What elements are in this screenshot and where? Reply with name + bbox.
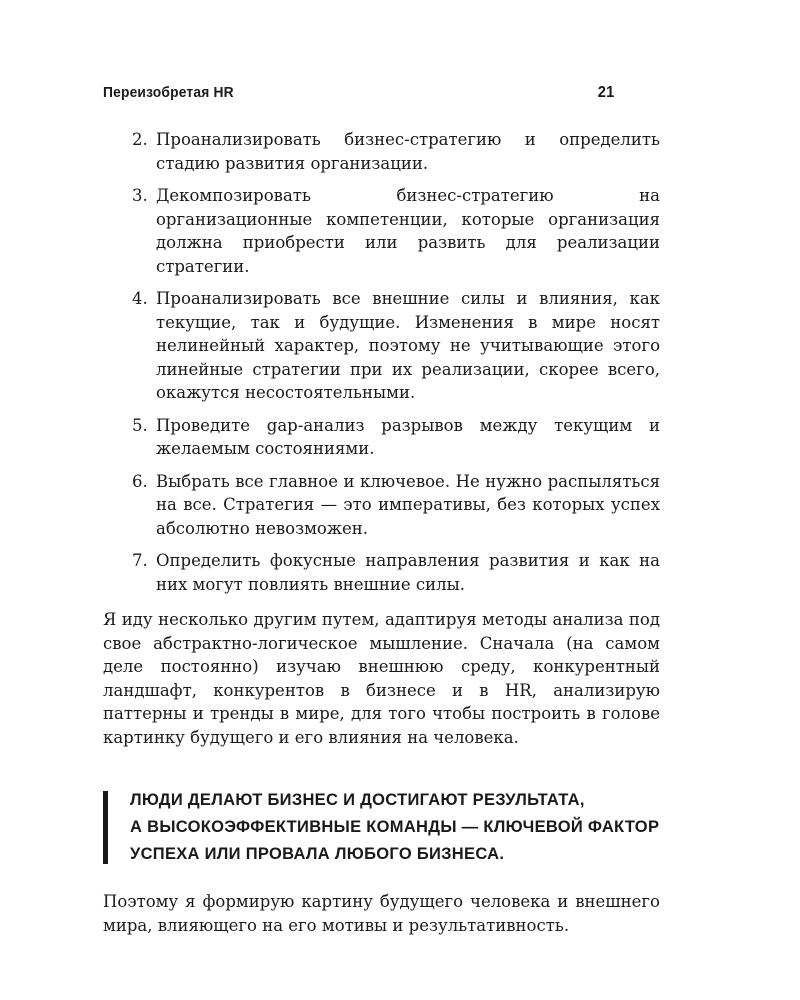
list-item-text: Декомпозировать бизнес-стратегию на организационные компетенции, которые организация должна приобрести или развить для реализации стратегии.: [156, 186, 660, 276]
running-header: [103, 84, 615, 102]
list-item-text: Проанализировать все внешние силы и влияния, как текущие, так и будущие. Изменения в мире носят нелинейный характер, поэтому не учитывающие этого линейные стратегии при их реализации, скорее всего, окажутся несостоятельными.: [156, 289, 660, 402]
list-item-number: 6.: [132, 471, 148, 491]
list-item-text: Выбрать все главное и ключевое. Не нужно распыляться на все. Стратегия — это императивы, без которых успех абсолютно невозможен.: [156, 471, 660, 538]
list-item: [103, 287, 660, 405]
list-item-number: 5.: [132, 415, 148, 435]
list-item-text: Определить фокусные направления развития и как на них могут повлиять внешние силы.: [156, 551, 660, 594]
pull-quote-bar: [103, 791, 108, 864]
body-paragraph: Я иду несколько другим путем, адаптируя методы анализа под свое абстрактно-логическое мышление. Сначала (на самом деле постоянно) изучаю внешнюю среду, конкурентный ландшафт, конкурентов в бизнесе и в HR, анализирую паттерны и тренды в мире, для того чтобы построить в голове картинку будущего и его влияния на человека.: [103, 610, 660, 747]
list-item: [103, 184, 660, 278]
body-paragraph: Поэтому я формирую картину будущего человека и внешнего мира, влияющего на его мотивы и результативность.: [103, 892, 660, 935]
list-item: [103, 549, 660, 596]
pull-quote-line: УСПЕХА ИЛИ ПРОВАЛА ЛЮБОГО БИЗНЕСА.: [130, 845, 505, 863]
pull-quote-line: ЛЮДИ ДЕЛАЮТ БИЗНЕС И ДОСТИГАЮТ РЕЗУЛЬТАТА,: [130, 791, 585, 809]
list-item: [103, 128, 660, 175]
list-item: [103, 470, 660, 541]
numbered-steps-list: [103, 128, 660, 596]
list-item-text: Проведите gap-анализ разрывов между текущим и желаемым состояниями.: [156, 415, 660, 458]
list-item: [103, 414, 660, 461]
list-item-number: 2.: [132, 130, 148, 149]
list-item-text: Проанализировать бизнес-стратегию и определить стадию развития организации.: [156, 130, 660, 173]
list-item-number: 3.: [132, 186, 148, 205]
list-item-number: 4.: [132, 289, 148, 308]
page-content: [103, 128, 660, 937]
page-number: 21: [597, 84, 615, 101]
pull-quote-line: А ВЫСОКОЭФФЕКТИВНЫЕ КОМАНДЫ — КЛЮЧЕВОЙ ФАКТОР: [130, 818, 660, 836]
running-header-title: Переизобретая HR: [103, 84, 234, 101]
list-item-number: 7.: [132, 551, 148, 570]
pull-quote: [103, 787, 660, 868]
